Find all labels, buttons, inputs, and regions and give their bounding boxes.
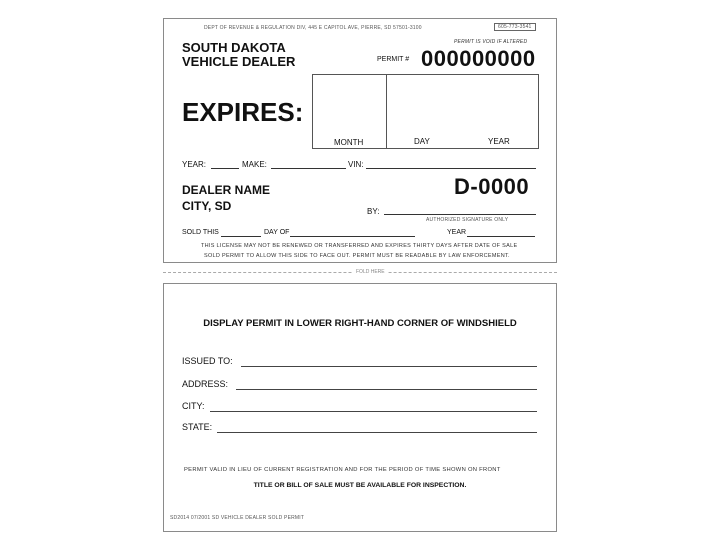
year-field-line[interactable]: [211, 168, 239, 169]
expires-label: EXPIRES:: [182, 97, 304, 127]
sold-month-line[interactable]: [290, 236, 415, 237]
validity-notice: PERMIT VALID IN LIEU OF CURRENT REGISTRATION AND FOR THE PERIOD OF TIME SHOWN ON FRONT: [184, 467, 501, 473]
permit-number-label: PERMIT #: [377, 56, 410, 63]
month-label: MONTH: [334, 138, 364, 147]
dealer-title: VEHICLE DEALER: [182, 54, 296, 69]
department-phone: 605-773-3541: [494, 23, 536, 31]
signature-line[interactable]: [384, 214, 536, 215]
address-line[interactable]: [236, 389, 537, 390]
city-label: CITY:: [182, 401, 205, 411]
day-label: DAY: [414, 137, 430, 146]
make-field-line[interactable]: [271, 168, 346, 169]
vin-field-label: VIN:: [348, 160, 364, 169]
front-permit-card: [163, 18, 557, 263]
dealer-name: DEALER NAME: [182, 183, 271, 197]
issued-to-label: ISSUED TO:: [182, 356, 233, 366]
state-label: STATE:: [182, 422, 213, 432]
sold-this-label: SOLD THIS: [182, 229, 219, 236]
department-address-line: DEPT OF REVENUE & REGULATION DIV, 445 E CAPITOL AVE, PIERRE, SD 57501-3100: [204, 25, 422, 31]
year-label: YEAR: [488, 137, 510, 146]
dealer-city: CITY, SD: [182, 199, 232, 213]
sold-day-line[interactable]: [221, 236, 261, 237]
day-of-label: DAY OF: [264, 229, 290, 236]
expiration-divider: [386, 74, 387, 149]
state-title: SOUTH DAKOTA: [182, 40, 286, 55]
vin-field-line[interactable]: [366, 168, 536, 169]
sold-year-label: YEAR: [447, 229, 467, 236]
void-notice: PERMIT IS VOID IF ALTERED: [454, 39, 528, 45]
city-line[interactable]: [210, 411, 537, 412]
address-label: ADDRESS:: [182, 379, 229, 389]
renewal-notice: THIS LICENSE MAY NOT BE RENEWED OR TRANSFERRED AND EXPIRES THIRTY DAYS AFTER DATE OF SALE: [201, 243, 518, 249]
fold-label: FOLD HERE: [353, 269, 388, 275]
dealer-number: D-0000: [454, 174, 530, 199]
display-instruction-heading: DISPLAY PERMIT IN LOWER RIGHT-HAND CORNER OF WINDSHIELD: [203, 318, 517, 329]
title-inspection-notice: TITLE OR BILL OF SALE MUST BE AVAILABLE FOR INSPECTION.: [253, 482, 467, 489]
back-permit-card: [163, 283, 557, 532]
year-field-label: YEAR:: [182, 160, 207, 169]
display-notice: SOLD PERMIT TO ALLOW THIS SIDE TO FACE OUT. PERMIT MUST BE READABLE BY LAW ENFORCEMENT.: [204, 253, 510, 259]
state-line[interactable]: [217, 432, 537, 433]
permit-number: 000000000: [421, 46, 536, 71]
sold-year-line[interactable]: [467, 236, 535, 237]
make-field-label: MAKE:: [242, 160, 267, 169]
authorized-signature-caption: AUTHORIZED SIGNATURE ONLY: [426, 217, 509, 223]
by-label: BY:: [367, 207, 380, 216]
form-identifier: SD2014 07/2001 SD VEHICLE DEALER SOLD PERMIT: [170, 515, 305, 521]
issued-to-line[interactable]: [241, 366, 537, 367]
